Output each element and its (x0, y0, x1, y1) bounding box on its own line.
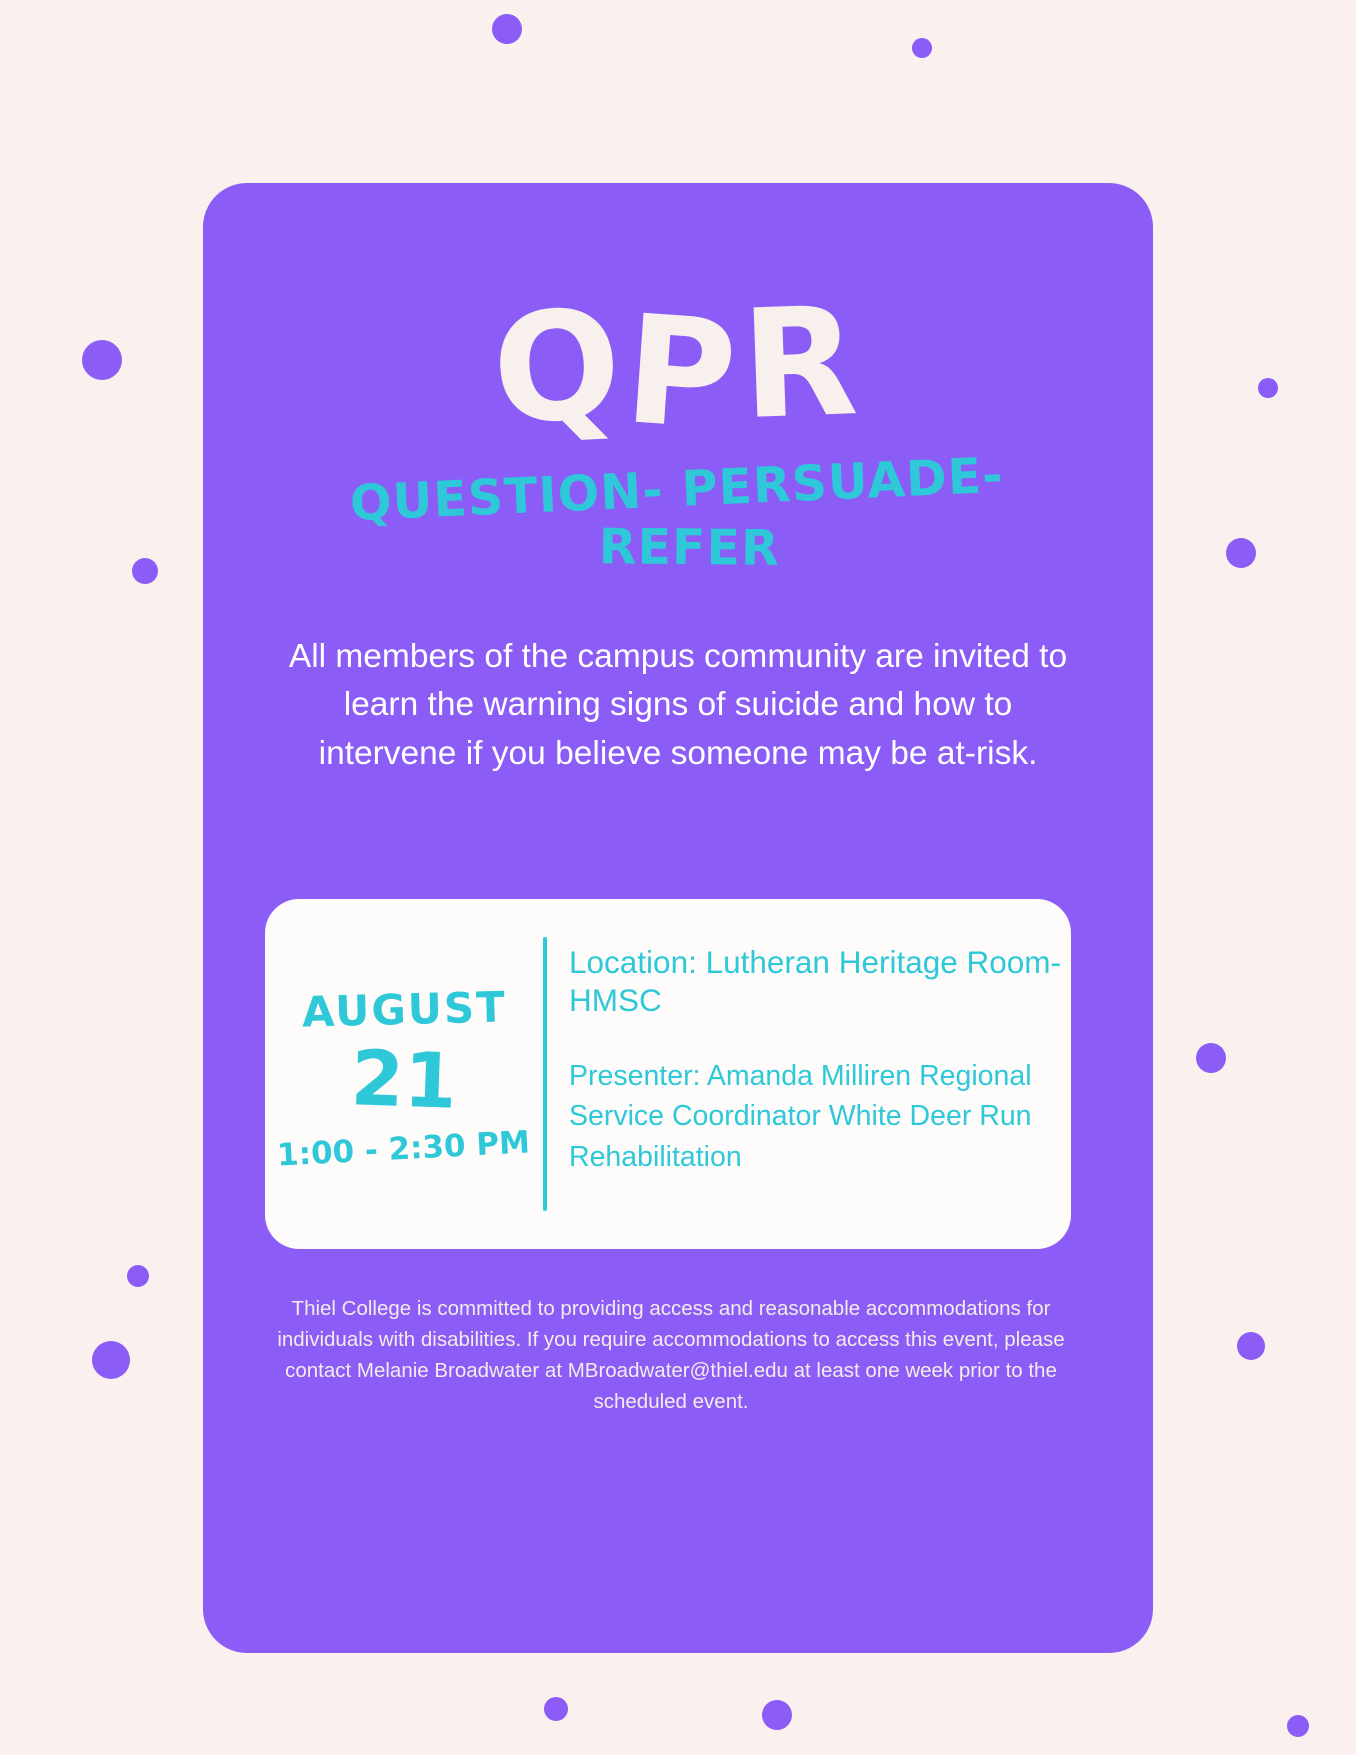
decorative-dot (1237, 1332, 1265, 1360)
decorative-dot (1196, 1043, 1226, 1073)
event-presenter: Presenter: Amanda Milliren Regional Service Coordinator White Deer Run Rehabilitation (569, 1059, 1032, 1173)
decorative-dot (912, 38, 932, 58)
event-details-block (547, 899, 1071, 1249)
decorative-dot (544, 1697, 568, 1721)
subtitle (201, 440, 1155, 597)
poster-card (203, 183, 1153, 1653)
page-title (203, 274, 1153, 465)
event-info-card (265, 899, 1071, 1249)
decorative-dot (762, 1700, 792, 1730)
title-letter-p: P (619, 283, 748, 465)
title-letter-q: Q (488, 277, 631, 459)
event-time: 1:00 - 2:30 PM (276, 1124, 532, 1174)
event-month: AUGUST (300, 982, 507, 1037)
event-location: Location: Lutheran Heritage Room- HMSC (569, 944, 1062, 1019)
subtitle-line-1: QUESTION- PERSUADE- (348, 446, 1005, 533)
decorative-dot (1287, 1715, 1309, 1737)
decorative-dot (492, 14, 522, 44)
decorative-dot (82, 340, 122, 380)
decorative-dot (132, 558, 158, 584)
accessibility-notice: Thiel College is committed to providing access and reasonable accommodations for individuals with disabilities. If you require accommodations to access this event, please contact Melanie Broadwater at MBroadwater@thiel.edu at least one week prior to the scheduled event. (277, 1297, 1065, 1414)
event-date-block (265, 899, 543, 1249)
subtitle-line-2: REFER (598, 518, 780, 577)
decorative-dot (1226, 538, 1256, 568)
decorative-dot (92, 1341, 130, 1379)
decorative-dot (127, 1265, 149, 1287)
decorative-dot (1258, 378, 1278, 398)
title-block (203, 183, 1153, 577)
description-text: All members of the campus community are invited to learn the warning signs of suicide and how to intervene if you believe someone may be at-risk. (288, 637, 1068, 772)
title-letter-r: R (738, 274, 867, 454)
event-day: 21 (349, 1033, 459, 1127)
